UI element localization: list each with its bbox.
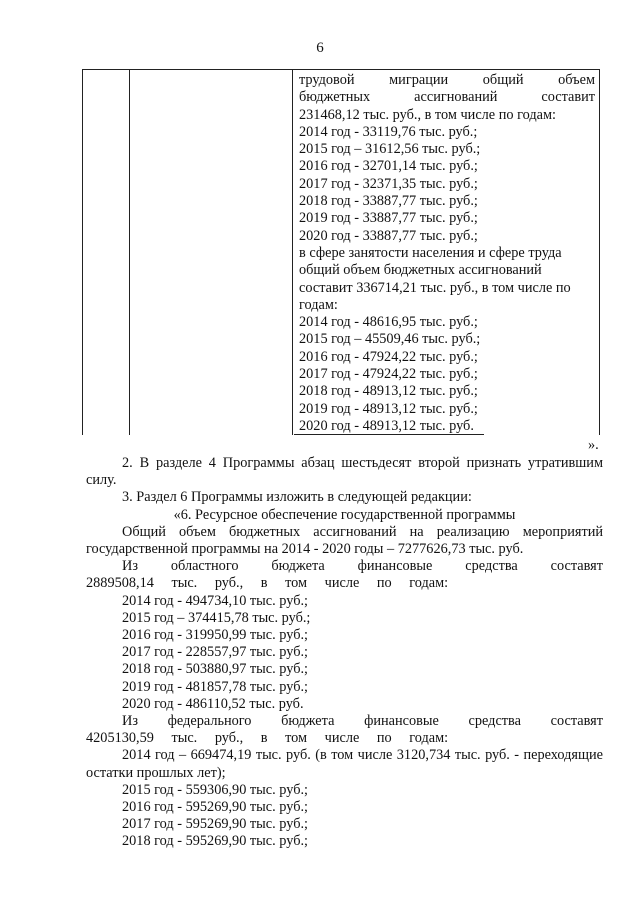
federal-year-line: 2015 год - 559306,90 тыс. руб.; (122, 781, 309, 798)
table-line: 2015 год – 45509,46 тыс. руб.; (299, 331, 481, 348)
federal-year-line: 2018 год - 595269,90 тыс. руб.; (122, 833, 309, 850)
table-line: годам: (299, 296, 338, 313)
federal-year-line: 2016 год - 595269,90 тыс. руб.; (122, 799, 309, 816)
regional-year-line: 2014 год - 494734,10 тыс. руб.; (122, 592, 309, 609)
table-line: 2017 год - 47924,22 тыс. руб.; (299, 366, 478, 383)
federal-year-line: 2017 год - 595269,90 тыс. руб.; (122, 816, 309, 833)
table-line: 2019 год - 48913,12 тыс. руб.; (299, 400, 478, 417)
table-cell-text (299, 72, 595, 435)
page-number: 6 (316, 40, 324, 56)
table-line: 2018 год - 33887,77 тыс. руб.; (299, 193, 478, 210)
regional-year-line: 2018 год - 503880,97 тыс. руб.; (122, 661, 309, 678)
regional-year-line: 2016 год - 319950,99 тыс. руб.; (122, 627, 309, 644)
section-heading: «6. Ресурсное обеспечение государственной программы (173, 506, 516, 523)
closing-quote: ». (588, 437, 599, 453)
regional-year-line: 2017 год - 228557,97 тыс. руб.; (122, 644, 309, 661)
table-column-divider-1 (129, 70, 130, 435)
table-line: 2015 год – 31612,56 тыс. руб.; (299, 141, 481, 158)
table-line: 2020 год - 33887,77 тыс. руб.; (299, 227, 478, 244)
table-line: бюджетных ассигнований составит (299, 89, 595, 106)
regional-year-line: 2019 год - 481857,78 тыс. руб.; (122, 678, 309, 695)
table-line: общий объем бюджетных ассигнований (299, 262, 542, 279)
table-bottom-underline (294, 434, 484, 435)
table-line: 2019 год - 33887,77 тыс. руб.; (299, 210, 478, 227)
table-line: 2014 год - 48616,95 тыс. руб.; (299, 314, 478, 331)
table-column-divider-2 (292, 70, 293, 435)
table-line: 2016 год - 32701,14 тыс. руб.; (299, 158, 478, 175)
paragraph-item-3: 3. Раздел 6 Программы изложить в следующей редакции: (122, 489, 472, 506)
regional-year-line: 2020 год - 486110,52 тыс. руб. (122, 695, 304, 712)
table-line: в сфере занятости населения и сфере труда (299, 244, 562, 261)
document-body (86, 455, 603, 851)
table-line: 2017 год - 32371,35 тыс. руб.; (299, 175, 478, 192)
paragraph-regional-budget: Из областного бюджета финансовые средства составят 2889508,14 тыс. руб., в том числе по годам: (86, 558, 603, 592)
table-line: 2016 год - 47924,22 тыс. руб.; (299, 348, 478, 365)
paragraph-item-2: 2. В разделе 4 Программы абзац шестьдесят второй признать утратившим силу. (86, 455, 603, 489)
paragraph-federal-budget: Из федерального бюджета финансовые средства составят 4205130,59 тыс. руб., в том числе по годам: (86, 713, 603, 747)
table-line: трудовой миграции общий объем (299, 72, 595, 88)
federal-year-line-2014: 2014 год – 669474,19 тыс. руб. (в том числе 3120,734 тыс. руб. - переходящие остатки прошлых лет); (86, 747, 603, 781)
table-line: 2018 год - 48913,12 тыс. руб.; (299, 383, 478, 400)
table-line: составит 336714,21 тыс. руб., в том числе по (299, 279, 571, 296)
table-line: 231468,12 тыс. руб., в том числе по годам: (299, 106, 556, 123)
paragraph-total-budget: Общий объем бюджетных ассигнований на реализацию мероприятий государственной программы на 2014 - 2020 годы – 7277626,73 тыс. руб. (86, 523, 603, 558)
table-line: 2014 год - 33119,76 тыс. руб.; (299, 123, 478, 140)
regional-year-line: 2015 год – 374415,78 тыс. руб.; (122, 609, 311, 626)
table-line: 2020 год - 48913,12 тыс. руб. (299, 417, 474, 434)
